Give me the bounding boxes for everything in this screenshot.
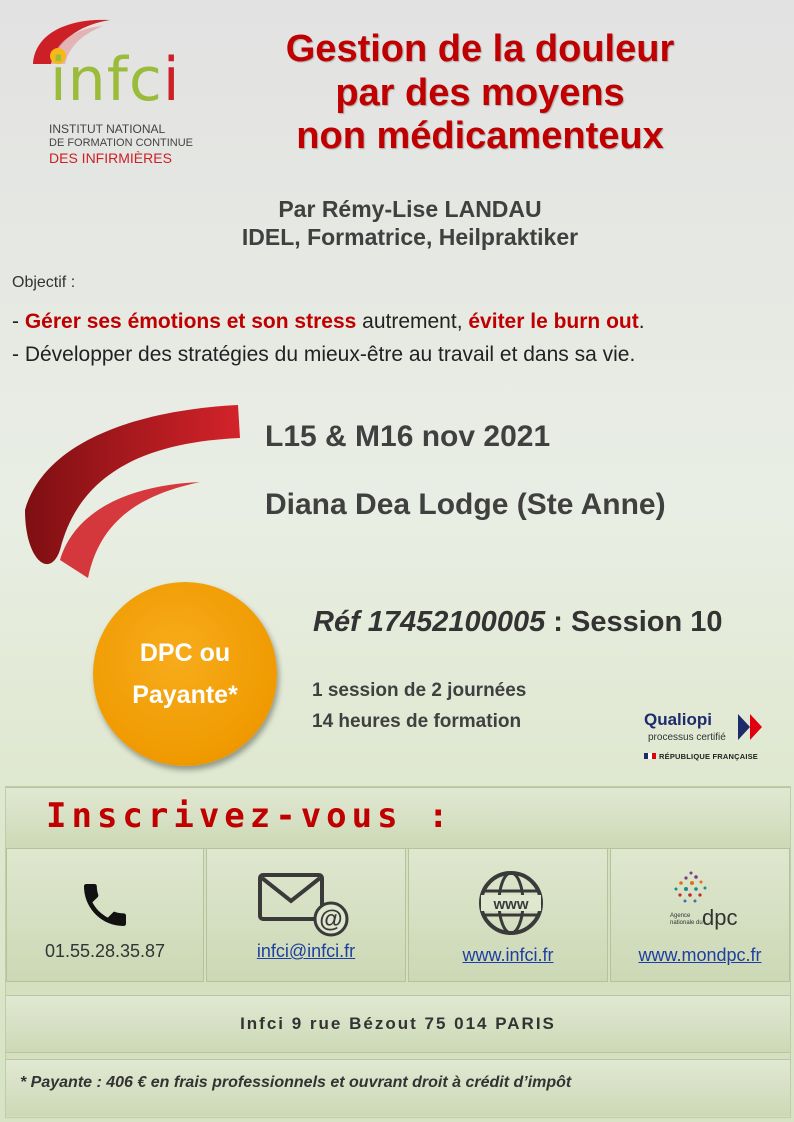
qualiopi-arrows-icon <box>738 712 764 742</box>
logo-wordmark <box>50 45 181 115</box>
event-venue: Diana Dea Lodge (Ste Anne) <box>265 488 666 521</box>
address-band <box>6 995 790 1053</box>
phone-cell <box>6 848 204 982</box>
globe-www-icon <box>477 869 545 937</box>
logo-line-1: INSTITUT NATIONAL <box>49 122 166 136</box>
register-heading: Inscrivez-vous : <box>46 796 454 836</box>
objective-period: . <box>638 310 645 333</box>
registration-panel <box>5 786 791 1118</box>
republique-text: RÉPUBLIQUE FRANÇAISE <box>659 752 759 761</box>
phone-icon <box>77 877 133 933</box>
title-line-2: par des moyens <box>335 71 625 114</box>
objective-highlight-1: Gérer ses émotions et son stress <box>24 310 357 333</box>
objective-line-1 <box>12 310 645 334</box>
qualiopi-logo <box>642 710 772 770</box>
dpc-logo-text: dpc <box>702 905 738 930</box>
objective-highlight-2: éviter le burn out <box>468 310 639 333</box>
red-swoosh-icon <box>20 400 250 590</box>
dpc-agency-line-1: Agence <box>670 913 691 919</box>
dpc-agency-line-2: nationale du <box>670 920 703 926</box>
email-envelope-icon <box>257 869 353 937</box>
author-role: IDEL, Formatrice, Heilpraktiker <box>241 223 579 250</box>
objective-bullet: - <box>12 310 25 333</box>
session-reference <box>313 606 723 639</box>
logo-line-3: DES INFIRMIÈRES <box>49 150 172 166</box>
footnote-band <box>6 1059 790 1116</box>
page-title <box>240 28 720 159</box>
author <box>200 196 620 251</box>
infci-logo <box>15 12 215 177</box>
objective-text: autrement, <box>356 310 469 333</box>
logo-word-red: i <box>162 45 181 115</box>
title-line-1: Gestion de la douleur <box>285 28 675 70</box>
session-number: : Session 10 <box>545 606 723 638</box>
badge-line-1: DPC ou <box>139 638 231 667</box>
register-band <box>6 787 790 849</box>
website-link[interactable]: www.infci.fr <box>462 945 554 965</box>
phone-number: 01.55.28.35.87 <box>44 941 166 961</box>
event-date: L15 & M16 nov 2021 <box>265 420 551 453</box>
objective-line-2: - Développer des stratégies du mieux-être au travail et dans sa vie. <box>12 343 636 366</box>
objective-label: Objectif : <box>12 274 76 291</box>
price-footnote: * Payante : 406 € en frais professionnels et ouvrant droit à crédit d’impôt <box>20 1074 572 1091</box>
mondpc-link[interactable]: www.mondpc.fr <box>638 945 762 965</box>
title-line-3: non médicamenteux <box>296 115 664 158</box>
author-name: Par Rémy-Lise LANDAU <box>278 196 542 222</box>
logo-word-green: infc <box>50 45 163 115</box>
republique-label <box>644 752 758 761</box>
reference-number: Réf 17452100005 <box>313 606 546 638</box>
svg-text:@: @ <box>319 906 343 933</box>
postal-address: Infci 9 rue Bézout 75 014 PARIS <box>240 1014 556 1033</box>
mondpc-cell <box>610 848 790 982</box>
dpc-agency-logo-icon <box>666 867 746 937</box>
qualiopi-name: Qualiopi <box>644 710 712 729</box>
email-cell <box>206 848 406 982</box>
website-cell <box>408 848 608 982</box>
logo-line-2: DE FORMATION CONTINUE <box>49 137 194 149</box>
email-link[interactable]: infci@infci.fr <box>256 941 356 961</box>
badge-line-2: Payante* <box>132 681 238 709</box>
www-icon-text: www <box>493 896 529 913</box>
session-days: 1 session de 2 journées <box>312 680 527 701</box>
session-hours: 14 heures de formation <box>312 711 522 732</box>
pricing-badge <box>93 582 277 766</box>
qualiopi-subtitle: processus certifié <box>648 732 726 743</box>
